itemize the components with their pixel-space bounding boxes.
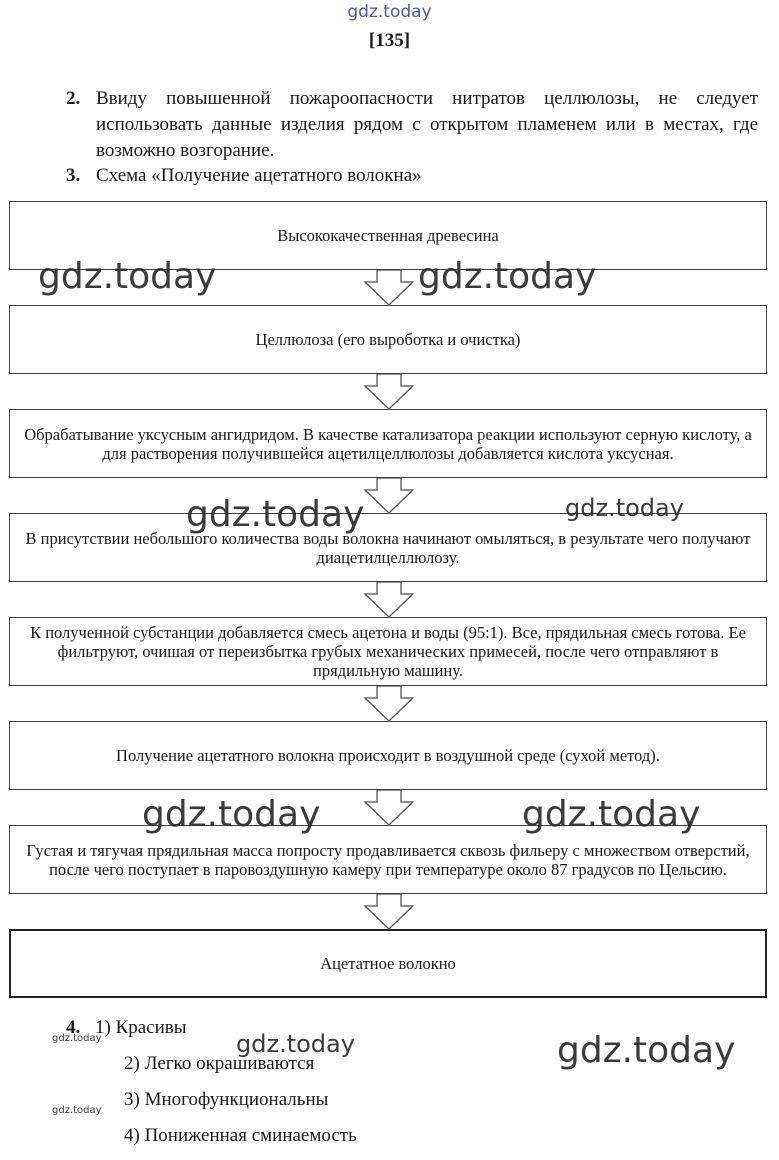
watermark: gdz.today <box>52 1033 102 1044</box>
flow-step-7: Густая и тягучая прядильная масса попросту продавливается сквозь фильеру с множеством отверстий, после чего поступает в паровоздушную камеру при температуре около 87 градусов по Цельсию. <box>9 825 767 894</box>
flow-arrow <box>365 478 413 513</box>
item-number: 4. <box>66 1017 81 1038</box>
header-watermark: gdz.today <box>347 2 432 22</box>
watermark: gdz.today <box>565 494 684 522</box>
watermark: gdz.today <box>52 1105 102 1116</box>
flow-step-5: К полученной субстанции добавляется смесь ацетона и воды (95:1). Все, прядильная смесь готова. Ее фильтруют, очишая от переизбытка грубых механических примесей, после чего отправляют в прядильную машину. <box>9 617 767 686</box>
watermark: gdz.today <box>186 494 365 535</box>
watermark: gdz.today <box>236 1030 355 1058</box>
answer-entry: 4) Пониженная сминаемость <box>124 1125 357 1146</box>
flow-arrow <box>365 270 413 305</box>
answer-entry: 3) Многофункциональны <box>124 1089 329 1110</box>
page-number: [135] <box>368 30 411 51</box>
flow-step-2: Целлюлоза (его выроботка и очистка) <box>9 305 767 374</box>
item-number: 3. <box>66 165 81 186</box>
flow-arrow <box>365 894 413 929</box>
watermark: gdz.today <box>38 256 217 297</box>
flow-arrow <box>365 582 413 617</box>
flow-step-1: Высококачественная древесина <box>9 201 767 270</box>
flow-arrow <box>365 686 413 721</box>
watermark: gdz.today <box>557 1030 736 1071</box>
flow-step-final: Ацетатное волокно <box>9 929 767 998</box>
answer-entry: 2) Легко окрашиваются <box>124 1053 315 1074</box>
flow-step-4: В присутствии небольшого количества воды волокна начинают омыляться, в результате чего получают диацетилцеллюлозу. <box>9 513 767 582</box>
item-text: Схема «Получение ацетатного волокна» <box>96 165 422 186</box>
answer-entry: 1) Красивы <box>95 1017 187 1038</box>
watermark: gdz.today <box>522 794 701 835</box>
flow-step-3: Обрабатывание уксусным ангидридом. В качестве катализатора реакции используют серную кислоту, а для растворения получившейся ацетилцеллюлозы добавляется кислота уксусная. <box>9 409 767 478</box>
item-text: Ввиду повышенной пожароопасности нитратов целлюлозы, не следует использовать данные изделия рядом с открытом пламенем или в местах, где возможно возгорание. <box>96 88 758 161</box>
watermark: gdz.today <box>142 794 321 835</box>
flow-step-6: Получение ацетатного волокна происходит в воздушной среде (сухой метод). <box>9 721 767 790</box>
flow-arrow <box>365 374 413 409</box>
flow-arrow <box>365 790 413 825</box>
watermark: gdz.today <box>418 256 597 297</box>
item-number: 2. <box>66 88 81 109</box>
